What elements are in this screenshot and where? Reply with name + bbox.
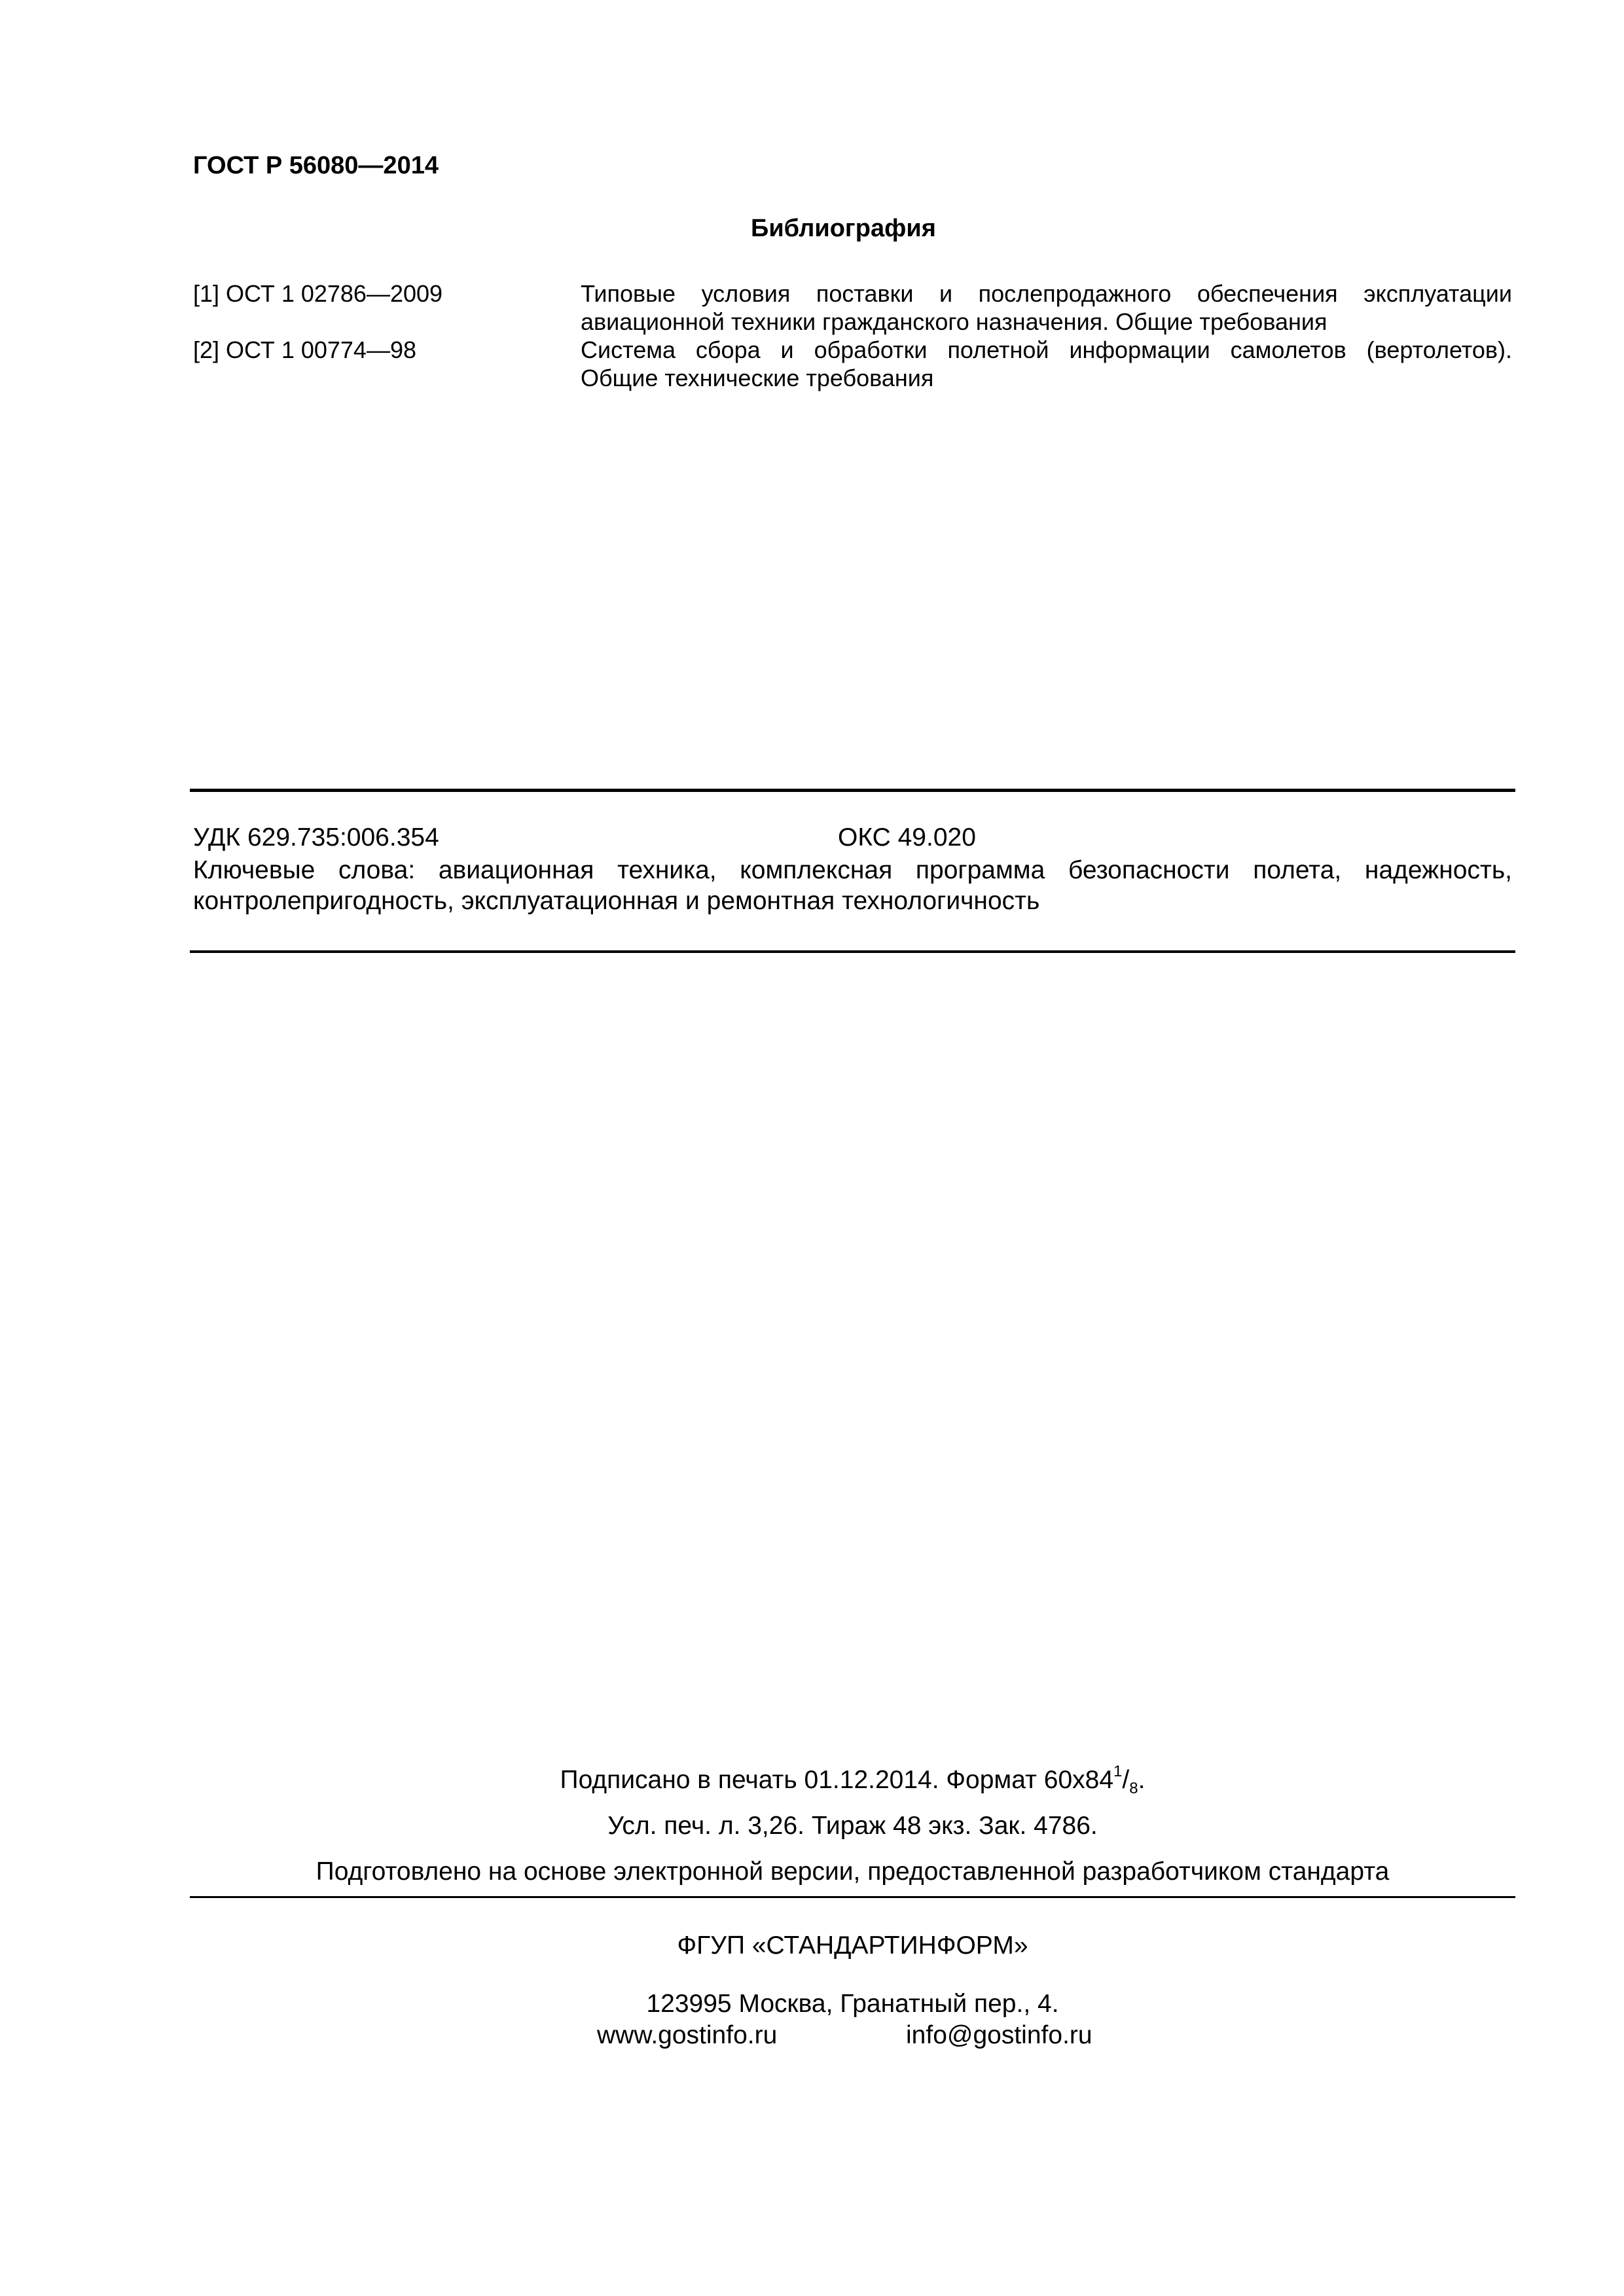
bibliography-title: Библиография <box>751 215 936 242</box>
signed-for-print-text: Подписано в печать 01.12.2014. Формат 60x84 <box>560 1766 1114 1794</box>
bibliography-entry-description-line: Система сбора и обработки полетной информации самолетов (вертолетов). <box>581 336 1512 363</box>
publisher-name: ФГУП «СТАНДАРТИНФОРМ» <box>677 1931 1028 1960</box>
bibliography-entry-description <box>581 279 1512 336</box>
prepared-note: Подготовлено на основе электронной версии, предоставленной разработчиком стандарта <box>316 1857 1390 1886</box>
udk-code: УДК 629.735:006.354 <box>193 823 439 852</box>
bibliography-entry <box>193 336 1512 392</box>
bibliography-entry-code: [1] ОСТ 1 02786—2009 <box>193 280 443 307</box>
signed-for-print <box>190 1763 1515 1797</box>
bibliography-entry-description-line: Типовые условия поставки и послепродажного обеспечения эксплуатации <box>581 280 1512 307</box>
bibliography-entry-description-line: авиационной техники гражданского назначения. Общие требования <box>581 308 1327 335</box>
bibliography-entry-code: [2] ОСТ 1 00774—98 <box>193 336 416 363</box>
publisher-website[interactable]: www.gostinfo.ru <box>597 2021 778 2049</box>
bibliography-entry <box>193 279 1512 336</box>
keywords <box>193 855 1512 916</box>
format-fraction-denominator: 8 <box>1129 1780 1138 1797</box>
publisher-email[interactable]: info@gostinfo.ru <box>906 2021 1092 2049</box>
format-period: . <box>1138 1766 1146 1794</box>
document-header-code: ГОСТ Р 56080—2014 <box>193 152 439 179</box>
imprint-divider <box>190 1896 1515 1898</box>
oks-code: ОКС 49.020 <box>838 823 976 852</box>
section-divider-top <box>190 789 1515 792</box>
keywords-line: Ключевые слова: авиационная техника, комплексная программа безопасности полета, надежность, <box>193 856 1512 884</box>
keywords-line: контролепригодность, эксплуатационная и ремонтная технологичность <box>193 887 1040 915</box>
publisher-address: 123995 Москва, Гранатный пер., 4. <box>646 1990 1059 2018</box>
print-details: Усл. печ. л. 3,26. Тираж 48 экз. Зак. 4786. <box>607 1812 1098 1840</box>
format-fraction-numerator: 1 <box>1113 1763 1123 1780</box>
section-divider-bottom <box>190 950 1515 953</box>
bibliography-entry-description-line: Общие технические требования <box>581 365 934 391</box>
format-fraction-slash: / <box>1122 1766 1130 1794</box>
bibliography-entry-description <box>581 336 1512 392</box>
